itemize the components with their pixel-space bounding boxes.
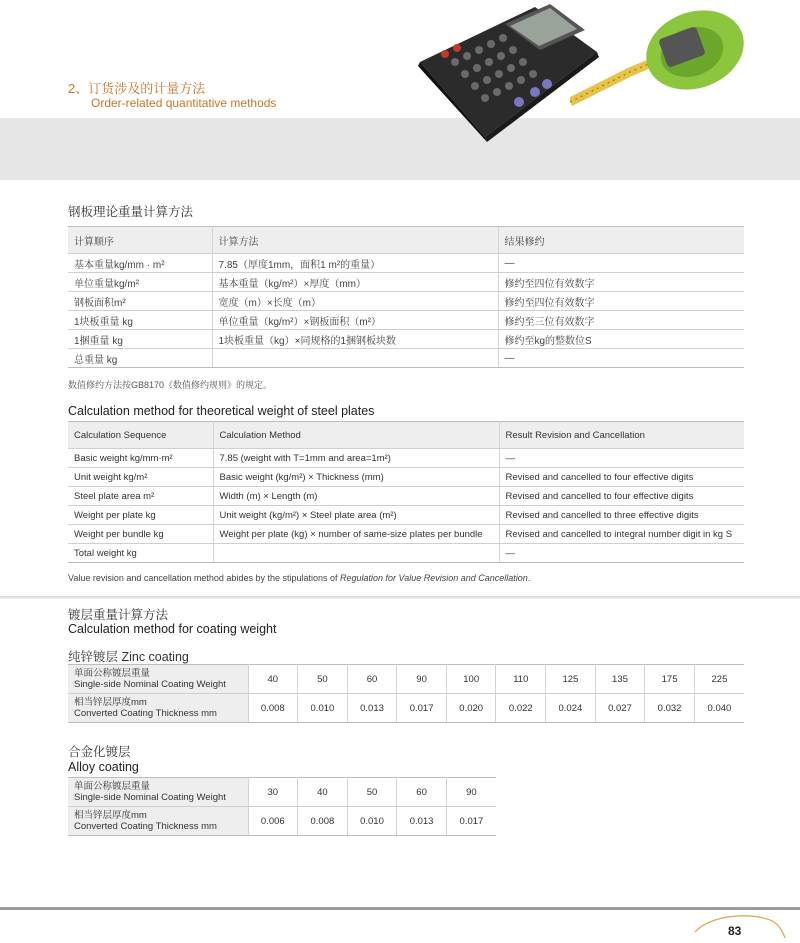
label-cn: 相当锌层厚度mm	[74, 810, 147, 821]
table-cell: —	[498, 349, 744, 368]
label-cn: 相当锌层厚度mm	[74, 697, 147, 708]
table-header: 结果修约	[498, 227, 744, 254]
table-cell: 1块板重量（kg）×同规格的1捆钢板块数	[212, 330, 498, 349]
table-cell: Total weight kg	[68, 544, 213, 563]
table-cell: 钢板面积m²	[68, 292, 212, 311]
table-cell: Basic weight (kg/m²) × Thickness (mm)	[213, 468, 499, 487]
note-cn: 数值修约方法按GB8170《数值修约规则》的规定。	[68, 380, 273, 390]
tape-measure-image	[570, 2, 750, 112]
alloy-coating-title-cn: 合金化镀层	[68, 745, 131, 759]
label-en: Converted Coating Thickness mm	[74, 708, 217, 719]
table-cell: 单位重量（kg/m²）×钢板面积（m²）	[212, 311, 498, 330]
table-cell: 100	[446, 665, 496, 694]
table-cell: 0.022	[496, 694, 546, 723]
table-cell: 50	[298, 665, 348, 694]
table-row	[68, 506, 744, 525]
section-title-en: Order-related quantitative methods	[91, 96, 277, 110]
table-cell: 0.024	[546, 694, 596, 723]
zinc-coating-title: 纯锌镀层 Zinc coating	[68, 650, 189, 664]
table-row	[68, 525, 744, 544]
table-header: 计算方法	[212, 227, 498, 254]
table-cell: 175	[645, 665, 695, 694]
table-cell: Weight per bundle kg	[68, 525, 213, 544]
label-en: Converted Coating Thickness mm	[74, 821, 217, 832]
footer-bar	[0, 907, 800, 910]
label-en: Single-side Nominal Coating Weight	[74, 792, 226, 803]
row-label	[68, 694, 248, 723]
table-cell: 125	[546, 665, 596, 694]
steel-table-cn	[68, 226, 744, 368]
table-cell: Revised and cancelled to four effective digits	[499, 487, 744, 506]
steel-title-cn: 钢板理论重量计算方法	[68, 205, 194, 219]
table-cell: 40	[298, 778, 348, 807]
table-cell: Unit weight kg/m²	[68, 468, 213, 487]
table-cell: —	[499, 449, 744, 468]
table-cell: 50	[347, 778, 397, 807]
table-cell: 总重量 kg	[68, 349, 212, 368]
table-cell: 0.040	[694, 694, 744, 723]
coating-title-en: Calculation method for coating weight	[68, 622, 277, 636]
table-cell: 修约至kg的整数位S	[498, 330, 744, 349]
table-header-row	[68, 422, 744, 449]
table-cell: 单位重量kg/m²	[68, 273, 212, 292]
table-cell: 1块板重量 kg	[68, 311, 212, 330]
table-cell: 7.85 (weight with T=1mm and area=1m²)	[213, 449, 499, 468]
table-header: Result Revision and Cancellation	[499, 422, 744, 449]
label-cn: 单面公称镀层重量	[74, 668, 151, 679]
table-row	[68, 311, 744, 330]
table-cell: 135	[595, 665, 645, 694]
table-cell: Basic weight kg/mm·m²	[68, 449, 213, 468]
coating-title-cn: 镀层重量计算方法	[68, 608, 169, 622]
note-en-suffix: .	[527, 573, 531, 583]
table-row	[68, 487, 744, 506]
row-label	[68, 665, 248, 694]
table-cell	[212, 349, 498, 368]
table-cell	[213, 544, 499, 563]
table-row	[68, 807, 496, 836]
note-en	[68, 573, 530, 583]
table-row	[68, 694, 744, 723]
section-title-cn: 2、订货涉及的计量方法	[68, 81, 206, 96]
table-cell: 90	[446, 778, 496, 807]
table-header: Calculation Method	[213, 422, 499, 449]
table-row	[68, 449, 744, 468]
table-cell: —	[499, 544, 744, 563]
label-cn: 单面公称镀层重量	[74, 781, 151, 792]
table-cell: 1捆重量 kg	[68, 330, 212, 349]
table-header: 计算顺序	[68, 227, 212, 254]
table-cell: 60	[347, 665, 397, 694]
table-cell: 基本重量（kg/m²）×厚度（mm）	[212, 273, 498, 292]
table-cell: 0.020	[446, 694, 496, 723]
table-cell: Weight per plate kg	[68, 506, 213, 525]
table-cell: 0.032	[645, 694, 695, 723]
table-row	[68, 544, 744, 563]
table-cell: 30	[248, 778, 298, 807]
note-en-italic: Regulation for Value Revision and Cancellation	[340, 573, 528, 583]
steel-title-en: Calculation method for theoretical weight of steel plates	[68, 404, 375, 418]
zinc-coating-table	[68, 664, 744, 723]
table-cell: 0.013	[397, 807, 447, 836]
table-cell: 0.017	[397, 694, 447, 723]
row-label	[68, 778, 248, 807]
table-row	[68, 273, 744, 292]
table-row	[68, 349, 744, 368]
table-cell: 225	[694, 665, 744, 694]
table-cell: Unit weight (kg/m²) × Steel plate area (m²)	[213, 506, 499, 525]
table-cell: 0.013	[347, 694, 397, 723]
table-cell: Revised and cancelled to four effective digits	[499, 468, 744, 487]
table-cell: 修约至四位有效数字	[498, 273, 744, 292]
label-en: Single-side Nominal Coating Weight	[74, 679, 226, 690]
table-header-row	[68, 227, 744, 254]
table-cell: 60	[397, 778, 447, 807]
table-cell: 0.006	[248, 807, 298, 836]
table-row	[68, 665, 744, 694]
section-divider	[0, 596, 800, 599]
table-cell: 宽度（m）×长度（m）	[212, 292, 498, 311]
table-row	[68, 778, 496, 807]
table-cell: Revised and cancelled to integral number digit in kg S	[499, 525, 744, 544]
table-row	[68, 292, 744, 311]
table-cell: 0.017	[446, 807, 496, 836]
alloy-coating-title-en: Alloy coating	[68, 760, 139, 774]
steel-table-en	[68, 421, 744, 563]
table-cell: Width (m) × Length (m)	[213, 487, 499, 506]
table-cell: 110	[496, 665, 546, 694]
page-number: 83	[728, 924, 742, 938]
table-cell: 0.027	[595, 694, 645, 723]
table-row	[68, 330, 744, 349]
table-cell: 0.010	[298, 694, 348, 723]
table-cell: 0.008	[248, 694, 298, 723]
note-en-prefix: Value revision and cancellation method abides by the stipulations of	[68, 573, 341, 583]
table-cell: 0.008	[298, 807, 348, 836]
table-cell: Revised and cancelled to three effective digits	[499, 506, 744, 525]
table-cell: 40	[248, 665, 298, 694]
table-cell: 修约至三位有效数字	[498, 311, 744, 330]
table-cell: —	[498, 254, 744, 273]
table-header: Calculation Sequence	[68, 422, 213, 449]
alloy-coating-table	[68, 777, 496, 836]
table-cell: Weight per plate (kg) × number of same-size plates per bundle	[213, 525, 499, 544]
table-cell: 0.010	[347, 807, 397, 836]
table-cell: 90	[397, 665, 447, 694]
row-label	[68, 807, 248, 836]
header-band	[0, 118, 800, 180]
table-cell: Steel plate area m²	[68, 487, 213, 506]
table-cell: 7.85（厚度1mm，面积1 m²的重量）	[212, 254, 498, 273]
table-row	[68, 254, 744, 273]
table-cell: 基本重量kg/mm · m²	[68, 254, 212, 273]
table-row	[68, 468, 744, 487]
table-cell: 修约至四位有效数字	[498, 292, 744, 311]
